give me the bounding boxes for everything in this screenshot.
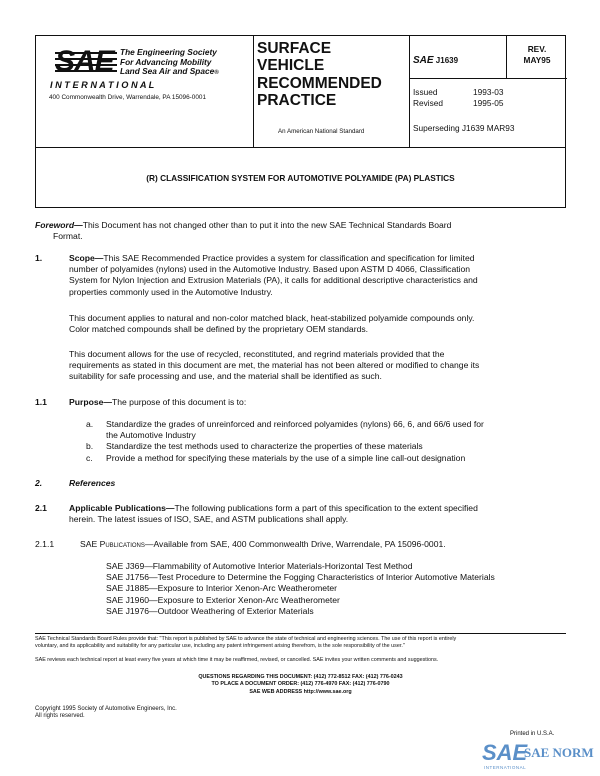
scope-paragraph-3: This document allows for the use of recycled, reconstituted, and regrind materials provided that the requirements as stated in this document are met, the material has not been altered or modified to change its suitability for safe processing and use, and the material shall be identified as such.	[69, 349, 480, 382]
section-applicable: 2.1 Applicable Publications—The following publications form a part of this specification to the extent specified herein. The latest issues of ISO, SAE, and ASTM publications shall apply.	[35, 503, 478, 525]
section-sae-publications: 2.1.1 SAE Publications—Available from SAE, 400 Commonwealth Drive, Warrendale, PA 15096-0001.	[35, 539, 446, 549]
society-name	[120, 48, 219, 79]
issued-date: 1993-03	[473, 87, 504, 97]
superseding: Superseding J1639 MAR93	[413, 123, 515, 133]
sae-address: 400 Commonwealth Drive, Warrendale, PA 15096-0001	[49, 94, 207, 101]
document-title: (R) CLASSIFICATION SYSTEM FOR AUTOMOTIVE POLYAMIDE (PA) PLASTICS	[146, 173, 455, 183]
doc-type-line-3: RECOMMENDED	[257, 74, 382, 92]
rev-value: MAY95	[523, 55, 551, 65]
header-divider-1	[253, 36, 254, 147]
list-item: SAE J1885—Exposure to Interior Xenon-Arc Weatherometer	[106, 583, 338, 594]
copyright: Copyright 1995 Society of Automotive Engineers, Inc. All rights reserved.	[35, 706, 177, 720]
list-item: b. Standardize the test methods used to characterize the properties of these materials	[86, 441, 423, 452]
list-item: a. Standardize the grades of unreinforced and reinforced polyamides (nylons) 66, 6, and 66/6 used for	[86, 419, 484, 429]
doc-type-line-2: VEHICLE	[257, 57, 325, 75]
document-number: SAE J1639	[413, 55, 459, 66]
header-divider-3	[506, 36, 507, 78]
list-item: SAE J1756—Test Procedure to Determine the Fogging Characteristics of Interior Automotive Materials	[106, 572, 495, 583]
header-divider-2	[409, 36, 410, 147]
society-line-2: For Advancing Mobility	[120, 56, 212, 67]
list-item: c. Provide a method for specifying these materials by the use of a simple line call-out designation	[86, 452, 466, 463]
rev-label: REV.	[527, 44, 547, 54]
section-scope: 1. Scope—This SAE Recommended Practice provides a system for classification and specification for limited number of polyamides (nylons) used in the Automotive Industry. Based upon ASTM D 4066, Classification System for Nylon Injection and Extrusion Materials (PA), it calls for additional descriptive characteristics and properties commonly used in the Automotive Industry.	[35, 253, 478, 297]
society-line-1: The Engineering Society	[120, 47, 217, 57]
list-item: SAE J1960—Exposure to Exterior Xenon-Arc Weatherometer	[106, 594, 340, 605]
footer-notice: SAE Technical Standards Board Rules provide that: "This report is published by SAE to advance the state of technical and engineering sciences. The use of this report is entirely voluntary, and its applicability and suitability for any particular use, including any patent infringement arising therefrom, is the sole responsibility of the user."	[35, 636, 457, 649]
section-purpose: 1.1 Purpose—The purpose of this document is to:	[35, 397, 247, 407]
revision-box	[517, 44, 557, 66]
section-references: 2. References	[35, 478, 116, 488]
printed-label: Printed in U.S.A.	[510, 731, 555, 737]
list-item: SAE J1976—Outdoor Weathering of Exterior Materials	[106, 605, 314, 616]
scope-paragraph-2: This document applies to natural and non-color matched black, heat-stabilized polyamide compounds only. Color matched compounds shall be defined by the proprietary OEM standards.	[69, 313, 475, 335]
footer-contacts: QUESTIONS REGARDING THIS DOCUMENT: (412) 772-8512 FAX: (412) 776-0243 TO PLACE A DOCUMENT ORDER: (412) 776-4970 FAX: (412) 776-0790 SAE WEB ADDRESS http://www.sae.org	[198, 674, 403, 695]
document-type	[257, 40, 382, 110]
sae-publications-list	[106, 561, 566, 617]
sae-norm-text: SAE NORM	[524, 745, 594, 760]
header-hline	[409, 78, 567, 79]
international-label: I N T E R N A T I O N A L	[50, 80, 155, 90]
ansi-label: An American National Standard	[278, 128, 365, 135]
society-line-3: Land Sea Air and Space®	[120, 66, 219, 77]
footer-rule	[35, 633, 566, 634]
issue-dates: Issued 1993-03 Revised 1995-05	[413, 87, 504, 108]
doc-type-line-4: PRACTICE	[257, 92, 337, 110]
sae-logo-text: SAE	[55, 45, 114, 78]
purpose-list: a. Standardize the grades of unreinforced and reinforced polyamides (nylons) 66, 6, and 66/6 used for the Automotive Industry b. Standardize the test methods used to characterize the properties of these materials c. Provide a method for specifying these materials by the use of a simple line call-out designation	[86, 419, 566, 464]
sae-norm-logo: SAE	[482, 740, 528, 765]
foreword: Foreword—This Document has not changed other than to put it into the new SAE Technical Standards Board Format.	[35, 220, 452, 242]
revised-date: 1995-05	[473, 98, 504, 108]
doc-type-line-1: SURFACE	[257, 40, 332, 57]
sae-logo	[55, 45, 117, 83]
sae-norm-stamp	[482, 740, 594, 774]
sae-norm-sub: INTERNATIONAL	[484, 765, 527, 770]
footer-review: SAE reviews each technical report at least every five years at which time it may be reaffirmed, revised, or cancelled. SAE invites your written comments and suggestions.	[35, 657, 439, 663]
list-item: SAE J369—Flammability of Automotive Interior Materials-Horizontal Test Method	[106, 561, 413, 571]
